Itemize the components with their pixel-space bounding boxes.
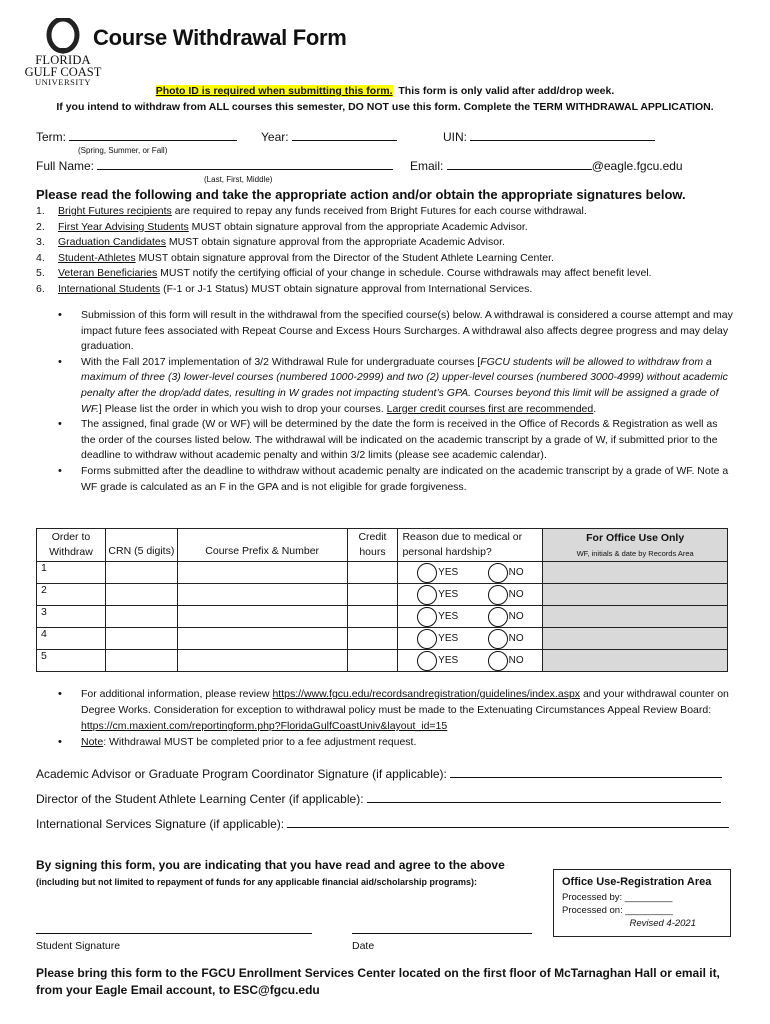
- header-order: Order to Withdraw: [37, 529, 106, 562]
- note-bullet: • Note: Withdrawal MUST be completed prior to a fee adjustment request.: [58, 734, 734, 750]
- radio-circle-icon: [417, 629, 437, 649]
- row-order: 1: [37, 562, 106, 584]
- international-signature-field: [36, 816, 729, 833]
- processed-on: Processed on: _________: [562, 905, 673, 916]
- credit-input[interactable]: [347, 650, 398, 672]
- additional-info-bullets: [58, 686, 734, 750]
- photo-id-notice: [0, 85, 770, 99]
- advisor-signature-field: [36, 766, 722, 783]
- no-option[interactable]: NO: [488, 607, 524, 627]
- term-field: [36, 129, 237, 146]
- table-row: [37, 584, 728, 606]
- radio-circle-icon: [488, 651, 508, 671]
- athlete-signature-label: Director of the Student Athlete Learning Center (if applicable):: [36, 792, 367, 806]
- crn-input[interactable]: [105, 650, 177, 672]
- course-input[interactable]: [177, 562, 347, 584]
- additional-info-bullet: • For additional information, please review https://www.fgcu.edu/recordsandregistration/guidelines/index.aspx and your withdrawal counter on Degree Works. Consideration for exception to withdrawal policy must be made to the Extenuating Circumstances Appeal Review Board: https://cm.maxient.com/reportingform.php?FloridaGulfCoastUniv&layout_id=15: [58, 686, 734, 734]
- row-order: 4: [37, 628, 106, 650]
- requirement-link: Student-Athletes: [58, 251, 136, 264]
- date-label: Date: [352, 940, 375, 952]
- requirement-item: 4. Student-Athletes MUST obtain signature approval from the Director of the Student Athlete Learning Center.: [36, 251, 554, 264]
- office-cell: [543, 584, 728, 606]
- reason-cell: [398, 562, 543, 584]
- radio-circle-icon: [417, 585, 437, 605]
- agreement-subtext: (including but not limited to repayment of funds for any applicable financial aid/scholarship programs):: [36, 877, 478, 887]
- policy-bullet-final-grade: • The assigned, final grade (W or WF) will be determined by the date the form is received in the Office of Records & Registration as well as the order of the courses listed below. The withdrawal will be indicated on the academic transcript by a grade of W, if submitted prior to the deadline to withdraw without academic penalty and within 3/2 limits (please see academic calendar).: [58, 417, 734, 464]
- radio-circle-icon: [417, 651, 437, 671]
- reason-cell: [398, 584, 543, 606]
- logo-line-2: GULF COAST: [24, 65, 102, 79]
- valid-after-notice: This form is only valid after add/drop week.: [398, 85, 615, 97]
- full-name-input[interactable]: [97, 158, 393, 170]
- course-input[interactable]: [177, 584, 347, 606]
- email-field: [410, 158, 683, 175]
- year-field: [261, 129, 397, 146]
- uin-label: UIN:: [443, 130, 467, 144]
- radio-circle-icon: [417, 563, 437, 583]
- date-line[interactable]: [352, 922, 532, 934]
- uin-field: [443, 129, 655, 146]
- international-signature-label: International Services Signature (if applicable):: [36, 817, 288, 831]
- fgcu-emblem-icon: [46, 18, 80, 54]
- term-hint: (Spring, Summer, or Fall): [78, 146, 168, 155]
- no-option[interactable]: NO: [488, 585, 524, 605]
- crn-input[interactable]: [105, 606, 177, 628]
- table-row: [37, 628, 728, 650]
- table-row: [37, 606, 728, 628]
- form-title: Course Withdrawal Form: [93, 25, 347, 50]
- header-reason: Reason due to medical or personal hardship?: [398, 529, 543, 562]
- table-row: [37, 650, 728, 672]
- term-label: Term:: [36, 130, 66, 144]
- year-input[interactable]: [292, 129, 397, 141]
- requirement-link: Veteran Beneficiaries: [58, 267, 158, 280]
- email-input[interactable]: [447, 158, 592, 170]
- yes-option[interactable]: YES: [417, 629, 458, 649]
- header-office: [543, 529, 728, 562]
- term-input[interactable]: [69, 129, 237, 141]
- yes-option[interactable]: YES: [417, 563, 458, 583]
- no-option[interactable]: NO: [488, 629, 524, 649]
- row-order: 3: [37, 606, 106, 628]
- requirement-link: First Year Advising Students: [58, 220, 189, 233]
- international-signature-line[interactable]: [287, 816, 729, 828]
- reason-cell: [398, 650, 543, 672]
- office-cell: [543, 650, 728, 672]
- student-signature-line[interactable]: [36, 922, 312, 934]
- courses-table: [36, 528, 728, 672]
- office-cell: [543, 628, 728, 650]
- office-use-title: For Office Use Only: [586, 532, 685, 544]
- revision-date: Revised 4-2021: [629, 918, 696, 929]
- header-credit: Credit hours: [347, 529, 398, 562]
- full-name-field: [36, 158, 393, 175]
- course-input[interactable]: [177, 628, 347, 650]
- logo-line-1: FLORIDA: [35, 53, 91, 67]
- full-name-label: Full Name:: [36, 159, 95, 173]
- row-order: 5: [37, 650, 106, 672]
- credit-input[interactable]: [347, 562, 398, 584]
- office-cell: [543, 562, 728, 584]
- crn-input[interactable]: [105, 628, 177, 650]
- radio-circle-icon: [488, 563, 508, 583]
- radio-circle-icon: [488, 585, 508, 605]
- course-input[interactable]: [177, 650, 347, 672]
- email-suffix: @eagle.fgcu.edu: [591, 159, 683, 173]
- requirement-link: Graduation Candidates: [58, 236, 166, 249]
- office-box-title: Office Use-Registration Area: [562, 876, 712, 888]
- photo-id-highlight: Photo ID is required when submitting this form.: [155, 85, 393, 97]
- radio-circle-icon: [488, 607, 508, 627]
- policy-bullet-submission: • Submission of this form will result in the withdrawal from the specified course(s) below. A withdrawal is considered a course attempt and may impact future fees associated with Repeat Course and Excess Hours Surcharges. A withdrawal also affects degree progress and may delay graduation.: [58, 308, 734, 355]
- requirement-item: 5. Veteran Beneficiaries MUST notify the certifying official of your change in schedule. Course withdrawals may affect benefit level.: [36, 267, 652, 280]
- advisor-signature-line[interactable]: [450, 766, 722, 778]
- policy-bullet-deadline: • Forms submitted after the deadline to withdraw without academic penalty are indicated on the academic transcript by a grade of WF. Note a WF grade is calculated as an F in the GPA and is not eligible for grade forgiveness.: [58, 464, 734, 495]
- requirement-item: 6. International Students (F-1 or J-1 Status) MUST obtain signature approval from International Services.: [36, 282, 533, 295]
- no-option[interactable]: NO: [488, 651, 524, 671]
- table-row: [37, 562, 728, 584]
- athlete-signature-line[interactable]: [367, 791, 721, 803]
- requirement-item: 3. Graduation Candidates MUST obtain signature approval from the appropriate Academic Advisor.: [36, 236, 505, 249]
- header-crn: CRN (5 digits): [105, 529, 177, 562]
- course-input[interactable]: [177, 606, 347, 628]
- radio-circle-icon: [417, 607, 437, 627]
- yes-option[interactable]: YES: [417, 607, 458, 627]
- student-signature-label: Student Signature: [36, 940, 121, 952]
- credit-input[interactable]: [347, 606, 398, 628]
- credit-input[interactable]: [347, 584, 398, 606]
- appeal-board-link[interactable]: https://cm.maxient.com/reportingform.php?FloridaGulfCoastUniv&layout_id=15: [81, 720, 448, 732]
- processed-by: Processed by: _________: [562, 892, 673, 903]
- requirement-item: 2. First Year Advising Students MUST obtain signature approval from the appropriate Academic Advisor.: [36, 220, 528, 233]
- reason-cell: [398, 628, 543, 650]
- no-option[interactable]: NO: [488, 563, 524, 583]
- footer-instructions: Please bring this form to the FGCU Enrollment Services Center located on the first floor of McTarnaghan Hall or email it, from your Eagle Email account, to ESC@fgcu.edu: [36, 966, 720, 997]
- requirements-list: [36, 205, 736, 299]
- table-header-row: [37, 529, 728, 562]
- crn-input[interactable]: [105, 584, 177, 606]
- instructions-heading: Please read the following and take the appropriate action and/or obtain the appropriate signatures below.: [36, 187, 686, 202]
- header-course: Course Prefix & Number: [177, 529, 347, 562]
- year-label: Year:: [261, 130, 289, 144]
- radio-circle-icon: [488, 629, 508, 649]
- requirement-link: International Students: [58, 282, 161, 295]
- requirement-link: Bright Futures recipients: [58, 205, 172, 217]
- advisor-signature-label: Academic Advisor or Graduate Program Coordinator Signature (if applicable):: [36, 767, 451, 781]
- credit-input[interactable]: [347, 628, 398, 650]
- office-use-subtitle: WF, initials & date by Records Area: [576, 549, 694, 558]
- crn-input[interactable]: [105, 562, 177, 584]
- policy-bullets: [58, 308, 734, 495]
- name-hint: (Last, First, Middle): [204, 175, 273, 184]
- email-label: Email:: [410, 159, 444, 173]
- reason-cell: [398, 606, 543, 628]
- agreement-heading: By signing this form, you are indicating that you have read and agree to the above: [36, 858, 505, 872]
- row-order: 2: [37, 584, 106, 606]
- term-withdrawal-notice: If you intend to withdraw from ALL courses this semester, DO NOT use this form. Complete the TERM WITHDRAWAL APPLICATION.: [56, 101, 714, 113]
- logo-line-3: UNIVERSITY: [35, 77, 91, 87]
- office-registration-box: [553, 869, 731, 937]
- uin-input[interactable]: [470, 129, 655, 141]
- requirement-item: 1. Bright Futures recipients are required to repay any funds received from Bright Futures for each course withdrawal.: [36, 205, 587, 217]
- office-cell: [543, 606, 728, 628]
- athlete-signature-field: [36, 791, 721, 808]
- yes-option[interactable]: YES: [417, 585, 458, 605]
- yes-option[interactable]: YES: [417, 651, 458, 671]
- records-guidelines-link[interactable]: https://www.fgcu.edu/recordsandregistration/guidelines/index.aspx: [272, 688, 581, 700]
- policy-bullet-3-2-rule: • With the Fall 2017 implementation of 3/2 Withdrawal Rule for undergraduate courses [FGCU students will be allowed to withdraw from a maximum of three (3) lower-level courses (numbered 1000-2999) and two (2) upper-level courses (numbered 3000-4999) without academic penalty after the drop/add dates, resulting in W grades not impacting student’s GPA. Courses beyond this limit will be assigned a grade of WF.] Please list the order in which you wish to drop your courses. Larger credit courses first are recommended.: [58, 355, 734, 417]
